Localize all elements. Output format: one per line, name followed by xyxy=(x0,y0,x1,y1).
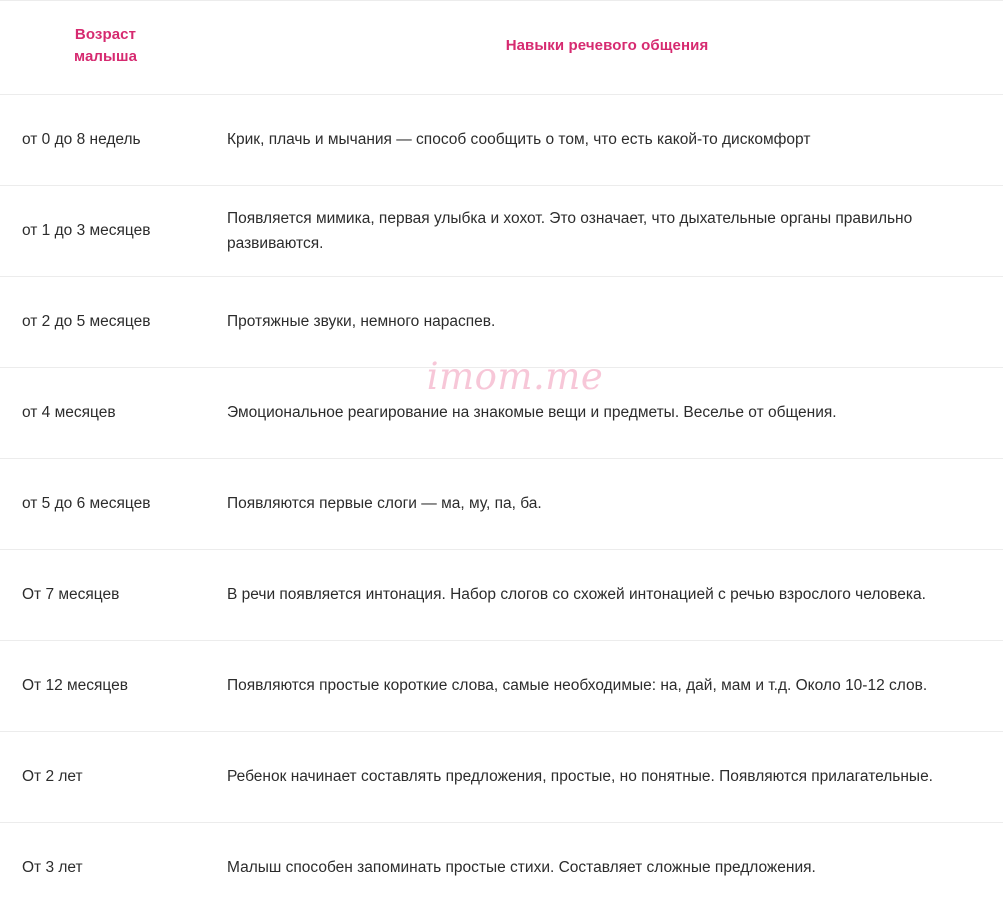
cell-age: от 2 до 5 месяцев xyxy=(0,277,211,368)
cell-skill: Малыш способен запоминать простые стихи. Составляет сложные предложения. xyxy=(211,823,1003,913)
table-row xyxy=(0,277,1003,368)
top-divider xyxy=(0,0,1003,1)
cell-age: от 0 до 8 недель xyxy=(0,95,211,186)
cell-age: от 4 месяцев xyxy=(0,368,211,459)
cell-skill: Появляются простые короткие слова, самые необходимые: на, дай, мам и т.д. Около 10-12 слов. xyxy=(211,641,1003,732)
table-row xyxy=(0,186,1003,277)
column-header-age-line1: Возраст xyxy=(10,24,201,46)
cell-age: От 2 лет xyxy=(0,732,211,823)
site-watermark: imom.me xyxy=(415,358,615,395)
table-row xyxy=(0,459,1003,550)
cell-age: от 5 до 6 месяцев xyxy=(0,459,211,550)
cell-age: От 12 месяцев xyxy=(0,641,211,732)
table-row xyxy=(0,368,1003,459)
cell-age: От 7 месяцев xyxy=(0,550,211,641)
column-header-skill: Навыки речевого общения xyxy=(211,0,1003,95)
table-row xyxy=(0,95,1003,186)
cell-age: От 3 лет xyxy=(0,823,211,913)
cell-skill: Появляется мимика, первая улыбка и хохот. Это означает, что дыхательные органы правильно развиваются. xyxy=(211,186,1003,277)
table-header-row xyxy=(0,0,1003,95)
cell-skill: Крик, плачь и мычания — способ сообщить о том, что есть какой-то дискомфорт xyxy=(211,95,1003,186)
table-row xyxy=(0,823,1003,913)
cell-age: от 1 до 3 месяцев xyxy=(0,186,211,277)
table-row xyxy=(0,550,1003,641)
table-row xyxy=(0,732,1003,823)
column-header-age xyxy=(0,0,211,95)
cell-skill: Появляются первые слоги — ма, му, па, ба. xyxy=(211,459,1003,550)
table-body xyxy=(0,95,1003,913)
table-header xyxy=(0,0,1003,95)
cell-skill: Ребенок начинает составлять предложения, простые, но понятные. Появляются прилагательные. xyxy=(211,732,1003,823)
table-row xyxy=(0,641,1003,732)
cell-skill: Протяжные звуки, немного нараспев. xyxy=(211,277,1003,368)
cell-skill: В речи появляется интонация. Набор слогов со схожей интонацией с речью взрослого человека. xyxy=(211,550,1003,641)
cell-skill: Эмоциональное реагирование на знакомые вещи и предметы. Веселье от общения. xyxy=(211,368,1003,459)
column-header-age-line2: малыша xyxy=(10,46,201,68)
